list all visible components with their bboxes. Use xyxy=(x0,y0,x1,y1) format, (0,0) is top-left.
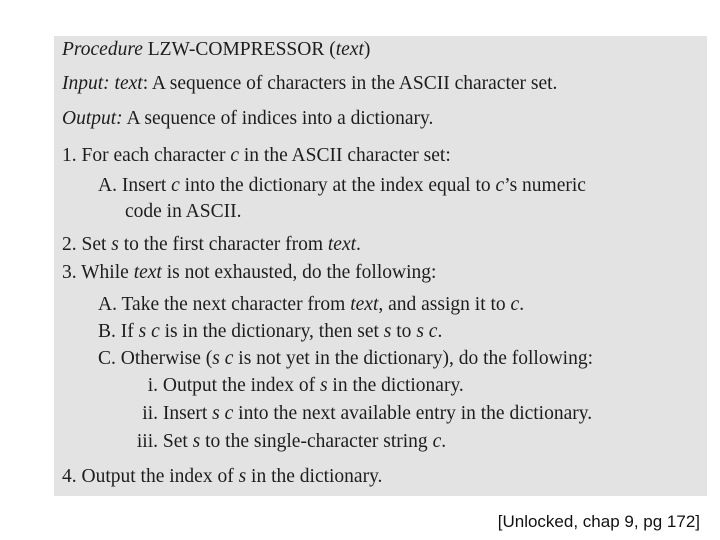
var-text: text xyxy=(327,234,357,255)
step-3-C-i xyxy=(130,374,464,398)
algorithm-panel xyxy=(54,36,707,496)
substep-letter: A. xyxy=(98,294,117,315)
step-text: into the next available entry in the dictionary. xyxy=(233,403,593,424)
var-s: s xyxy=(383,321,392,342)
step-text: in the dictionary. xyxy=(246,466,383,487)
step-text: . xyxy=(441,431,447,452)
step-1 xyxy=(62,144,451,168)
step-3-A xyxy=(98,293,524,317)
var-sc: s c xyxy=(416,321,438,342)
input-label: Input: xyxy=(62,73,110,94)
substep-letter: B. xyxy=(98,321,116,342)
step-3-C xyxy=(98,347,593,371)
step-text: . xyxy=(519,294,525,315)
step-1-A xyxy=(98,174,586,198)
var-s: s xyxy=(192,431,201,452)
step-text: is not exhausted, do the following: xyxy=(161,262,437,283)
step-text: Otherwise ( xyxy=(120,348,213,369)
step-text: is not yet in the dictionary), do the following: xyxy=(233,348,594,369)
param-open: ( xyxy=(329,39,336,60)
var-c: c xyxy=(432,431,442,452)
step-2 xyxy=(62,233,361,257)
step-text: . xyxy=(356,234,361,255)
input-var: text xyxy=(114,73,143,94)
step-text: to xyxy=(391,321,417,342)
procedure-param: text xyxy=(335,39,364,60)
var-c: c xyxy=(171,175,180,196)
step-1-A-continuation xyxy=(125,200,241,224)
step-3-C-iii xyxy=(130,430,446,454)
step-number: 1. xyxy=(62,145,77,166)
var-s: s xyxy=(238,466,247,487)
step-text: , and assign it to xyxy=(378,294,511,315)
step-4 xyxy=(62,465,382,489)
step-text: . xyxy=(437,321,443,342)
step-3 xyxy=(62,261,436,285)
roman-number: iii. xyxy=(136,431,158,452)
step-3-B xyxy=(98,320,442,344)
procedure-label: Procedure xyxy=(62,39,143,60)
var-sc: s c xyxy=(212,348,234,369)
step-text: While xyxy=(81,262,134,283)
step-text: in the ASCII character set: xyxy=(239,145,451,166)
var-text: text xyxy=(350,294,379,315)
substep-letter: A. xyxy=(98,175,117,196)
input-line xyxy=(62,72,557,96)
output-line xyxy=(62,107,433,131)
step-text: If xyxy=(120,321,139,342)
var-c: c xyxy=(495,175,505,196)
step-text: Output the index of xyxy=(162,375,320,396)
roman-number: ii. xyxy=(142,403,158,424)
var-text: text xyxy=(133,262,162,283)
step-text: ’s numeric xyxy=(504,175,586,196)
step-text: Take the next character from xyxy=(121,294,351,315)
procedure-name-prefix: LZW-C xyxy=(147,39,209,60)
input-desc: : A sequence of characters in the ASCII character set. xyxy=(142,73,558,94)
step-text: to the single-character string xyxy=(200,431,433,452)
step-text: Insert xyxy=(162,403,213,424)
step-text: to the first character from xyxy=(118,234,328,255)
step-text: Set xyxy=(81,234,112,255)
step-text: Insert xyxy=(121,175,172,196)
step-number: 2. xyxy=(62,234,77,255)
param-close: ) xyxy=(363,39,371,60)
procedure-header xyxy=(62,38,370,62)
output-label: Output: xyxy=(62,108,123,129)
step-text: is in the dictionary, then set xyxy=(159,321,384,342)
var-sc: s c xyxy=(212,403,234,424)
var-s: s xyxy=(319,375,328,396)
step-number: 3. xyxy=(62,262,77,283)
procedure-name-smallcaps: OMPRESSOR xyxy=(208,39,325,60)
step-text: For each character xyxy=(81,145,231,166)
var-sc: s c xyxy=(138,321,160,342)
step-text: Output the index of xyxy=(81,466,239,487)
citation: [Unlocked, chap 9, pg 172] xyxy=(497,512,700,531)
roman-number: i. xyxy=(147,375,158,396)
step-text: in the dictionary. xyxy=(327,375,464,396)
substep-letter: C. xyxy=(98,348,116,369)
var-s: s xyxy=(111,234,119,255)
step-3-C-ii xyxy=(130,402,592,426)
step-text: Set xyxy=(162,431,193,452)
var-c: c xyxy=(230,145,240,166)
step-text: into the dictionary at the index equal to xyxy=(179,175,496,196)
step-text: code in ASCII. xyxy=(125,201,242,222)
var-c: c xyxy=(510,294,520,315)
step-number: 4. xyxy=(62,466,77,487)
output-desc: A sequence of indices into a dictionary. xyxy=(122,108,434,129)
